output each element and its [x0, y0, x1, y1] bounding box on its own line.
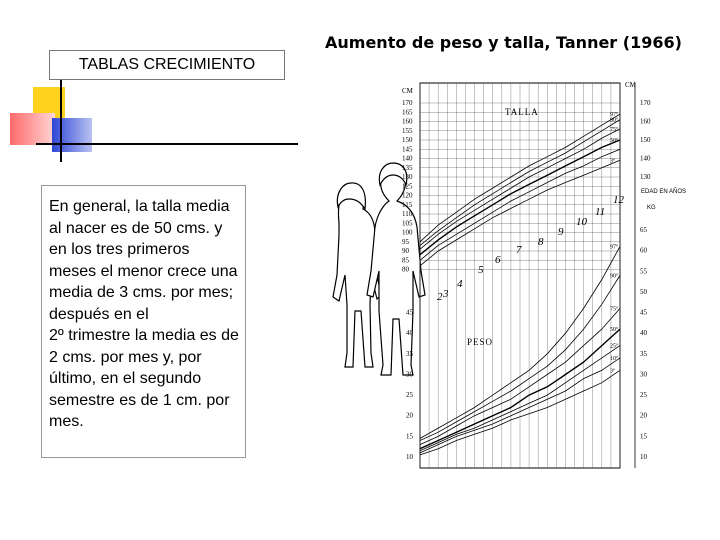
body-text-box [41, 185, 246, 458]
talla-tick-right: 170 [640, 99, 651, 107]
talla-tick-left: 150 [402, 136, 413, 144]
talla-tick-left: 125 [402, 182, 413, 191]
talla-tick-left: 130 [402, 173, 413, 181]
age-marker: 2 [437, 291, 443, 303]
peso-tick-right: 55 [640, 267, 647, 276]
age-marker: 3 [443, 288, 449, 300]
peso-tick-right: 45 [640, 308, 647, 317]
chart-frame [420, 83, 635, 468]
age-marker: 10 [576, 216, 587, 228]
age-marker: 11 [595, 206, 606, 218]
peso-tick-left: 10 [406, 453, 413, 461]
body-text: En general, la talla media al nacer es de 50 cms. y en los tres primeros meses el menor crece una media de 3 cms. por mes; después en el 2º trimestre la media es de 2 cms. por mes y, por último, en el segundo semestre es de 1 cm. por mes. [49, 198, 239, 430]
peso-tick-left: 15 [406, 432, 413, 441]
peso-tick-right: 30 [640, 370, 647, 379]
age-marker: 9 [558, 226, 564, 238]
talla-percentile-label: 90º [610, 117, 618, 124]
talla-percentile-label: 50º [610, 138, 618, 144]
peso-percentile-label: 90º [610, 273, 618, 280]
decor-red-square [10, 113, 55, 145]
decor-blue-square [52, 118, 92, 152]
talla-percentile-label: 3º [610, 158, 615, 165]
peso-percentile-label: 10º [610, 355, 618, 362]
kg-label: KG [647, 205, 656, 211]
peso-percentile-label: 3º [610, 368, 615, 375]
talla-tick-left: 145 [402, 145, 413, 154]
talla-tick-left: 140 [402, 154, 413, 163]
talla-tick-left: 80 [402, 265, 409, 274]
chart-title: Aumento de peso y talla, Tanner (1966) [325, 33, 682, 52]
talla-tick-left: 160 [402, 117, 413, 126]
growth-chart [325, 75, 700, 515]
decor-horizontal-line [36, 143, 298, 145]
peso-percentile-label: 75º [610, 306, 618, 313]
peso-tick-left: 45 [406, 308, 413, 317]
peso-tick-right: 35 [640, 349, 647, 358]
talla-tick-left: 110 [402, 210, 413, 218]
peso-tick-right: 40 [640, 329, 647, 338]
talla-tick-left: 115 [402, 200, 413, 209]
talla-percentile-label: 97º [610, 112, 618, 119]
talla-label: TALLA [505, 107, 539, 117]
peso-tick-right: 60 [640, 246, 647, 255]
talla-tick-left: 85 [402, 256, 409, 265]
slide-title: TABLAS CRECIMIENTO [78, 56, 256, 73]
age-marker: 7 [516, 244, 522, 256]
peso-tick-right: 20 [640, 411, 647, 420]
peso-tick-left: 30 [406, 370, 413, 379]
peso-tick-left: 40 [406, 329, 413, 338]
age-marker: 4 [457, 278, 463, 290]
talla-tick-left: 155 [402, 126, 413, 135]
edad-label: EDAD EN AÑOS [641, 189, 687, 195]
talla-tick-left: 135 [402, 163, 413, 172]
peso-tick-right: 15 [640, 432, 647, 441]
cm-axis-label-left: CM [402, 87, 413, 95]
talla-tick-right: 130 [640, 173, 651, 181]
age-marker: 5 [478, 264, 484, 276]
peso-percentile-label: 97º [610, 244, 618, 251]
talla-tick-left: 95 [402, 237, 409, 246]
talla-tick-left: 105 [402, 219, 413, 228]
peso-tick-right: 65 [640, 226, 647, 234]
peso-tick-left: 35 [406, 349, 413, 358]
age-marker: 8 [538, 236, 544, 248]
age-marker: 12 [613, 194, 624, 206]
talla-tick-left: 170 [402, 99, 413, 107]
peso-label: PESO [467, 337, 494, 347]
talla-tick-left: 90 [402, 247, 409, 255]
talla-tick-left: 100 [402, 228, 413, 237]
peso-tick-right: 25 [640, 391, 647, 400]
peso-tick-right: 10 [640, 453, 647, 461]
talla-percentile-label: 75º [610, 126, 618, 133]
peso-tick-left: 25 [406, 391, 413, 400]
talla-tick-right: 150 [640, 136, 651, 144]
chart-grid [420, 83, 620, 468]
boy-figure [367, 167, 425, 375]
talla-tick-right: 160 [640, 117, 651, 126]
age-marker: 6 [495, 254, 501, 266]
decor-vertical-line [60, 72, 62, 162]
peso-tick-right: 50 [640, 287, 647, 296]
peso-percentile-label: 25º [610, 343, 618, 350]
peso-percentile-label: 50º [610, 327, 618, 334]
slide-title-box [49, 50, 285, 80]
talla-tick-left: 165 [402, 108, 413, 117]
cm-axis-label-right: CM [625, 81, 636, 89]
peso-tick-left: 20 [406, 411, 413, 420]
talla-tick-right: 140 [640, 154, 651, 163]
talla-tick-left: 120 [402, 191, 413, 200]
chart-labels [402, 81, 686, 461]
